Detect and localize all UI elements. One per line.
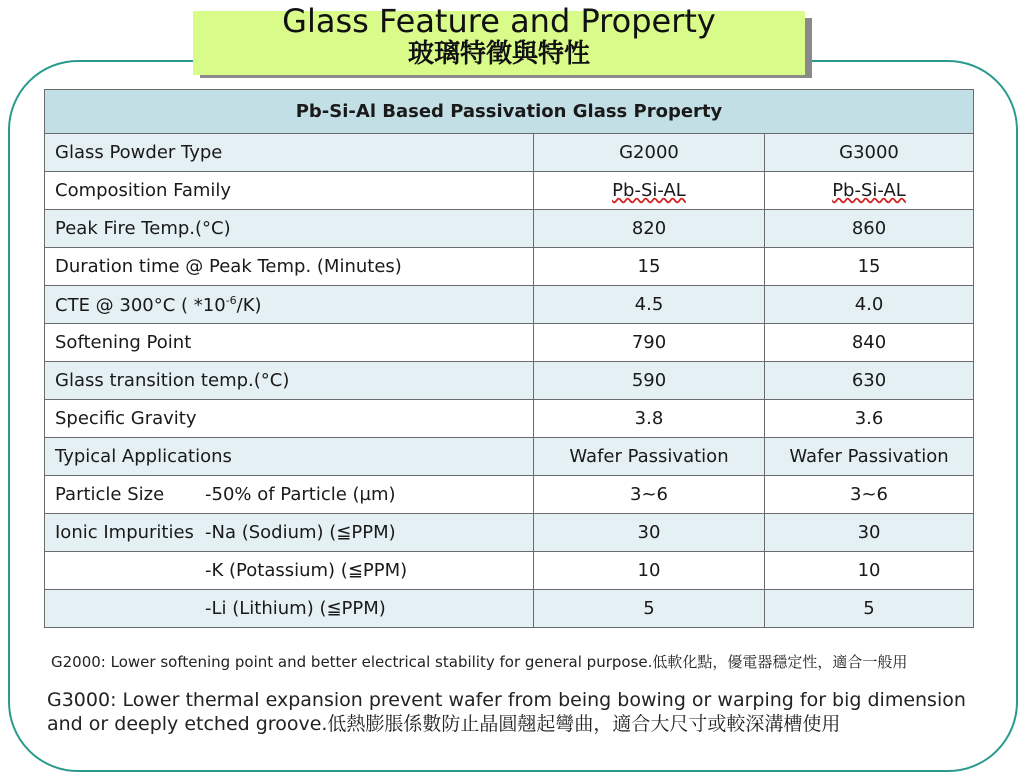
g3000-value: Pb-Si-AL (832, 180, 906, 201)
g3000-value: 10 (765, 552, 974, 590)
table-row (45, 476, 974, 514)
row-label: Particle Size -50% of Particle (µm) (45, 476, 534, 514)
g3000-value: 4.0 (765, 286, 974, 324)
g3000-value: 15 (765, 248, 974, 286)
row-label: Ionic Impurities -Na (Sodium) (≦PPM) (45, 514, 534, 552)
g3000-value: 3~6 (765, 476, 974, 514)
page-title-chinese: 玻璃特徵與特性 (407, 39, 590, 69)
table-header: Pb-Si-Al Based Passivation Glass Property (45, 90, 974, 134)
table-row (45, 172, 974, 210)
g2000-value: 30 (534, 514, 765, 552)
g3000-value: 840 (765, 324, 974, 362)
table-row (45, 286, 974, 324)
g2000-value: 820 (534, 210, 765, 248)
g2000-value: 5 (534, 590, 765, 628)
row-label: CTE @ 300°C ( $*10^{-6}/K$) (45, 286, 534, 324)
g3000-value: 860 (765, 210, 974, 248)
g3000-value: 630 (765, 362, 974, 400)
table-row (45, 248, 974, 286)
row-label: Duration time @ Peak Temp. (Minutes) (45, 248, 534, 286)
page-title: Glass Feature and Property (282, 2, 716, 40)
row-label (45, 590, 534, 628)
table-row (45, 552, 974, 590)
table-row (45, 134, 974, 172)
table-row (45, 438, 974, 476)
table-row (45, 400, 974, 438)
g3000-value: Wafer Passivation (765, 438, 974, 476)
g2000-value: G2000 (534, 134, 765, 172)
g2000-value: 15 (534, 248, 765, 286)
property-table (44, 89, 974, 628)
row-sublabel: -Li (Lithium) (≦PPM) (205, 598, 386, 619)
row-sublabel: -50% of Particle (µm) (205, 484, 396, 505)
table-row (45, 590, 974, 628)
row-sublabel: -Na (Sodium) (≦PPM) (205, 522, 396, 543)
g2000-value: 10 (534, 552, 765, 590)
row-label (45, 552, 534, 590)
g2000-value: 590 (534, 362, 765, 400)
g2000-value: Pb-Si-AL (612, 180, 686, 201)
g3000-value: 3.6 (765, 400, 974, 438)
row-label: Peak Fire Temp.(°C) (45, 210, 534, 248)
g2000-value: 4.5 (534, 286, 765, 324)
row-label: Glass Powder Type (45, 134, 534, 172)
row-label: Softening Point (45, 324, 534, 362)
table-row (45, 514, 974, 552)
table-row (45, 210, 974, 248)
row-label: Specific Gravity (45, 400, 534, 438)
g2000-value: 790 (534, 324, 765, 362)
g2000-value: 3.8 (534, 400, 765, 438)
title-box (193, 2, 805, 75)
g3000-value: G3000 (765, 134, 974, 172)
g3000-value: 30 (765, 514, 974, 552)
row-label: Typical Applications (45, 438, 534, 476)
g2000-note: G2000: Lower softening point and better electrical stability for general purpose.低軟化點，優電器穩定性，適合一般用 (51, 653, 908, 671)
g3000-value: 5 (765, 590, 974, 628)
table-row (45, 324, 974, 362)
row-sublabel: -K (Potassium) (≦PPM) (205, 560, 408, 581)
g2000-value: 3~6 (534, 476, 765, 514)
table-row (45, 362, 974, 400)
row-label: Composition Family (45, 172, 534, 210)
superscript-exponent: -6 (225, 293, 237, 307)
g2000-value: Wafer Passivation (534, 438, 765, 476)
g3000-note: G3000: Lower thermal expansion prevent wafer from being bowing or warping for big dimension and or deeply etched groove.低熱膨脹係數防止晶圓翹起彎曲，適合大尺寸或較深溝槽使用 (47, 689, 966, 735)
row-label: Glass transition temp.(°C) (45, 362, 534, 400)
